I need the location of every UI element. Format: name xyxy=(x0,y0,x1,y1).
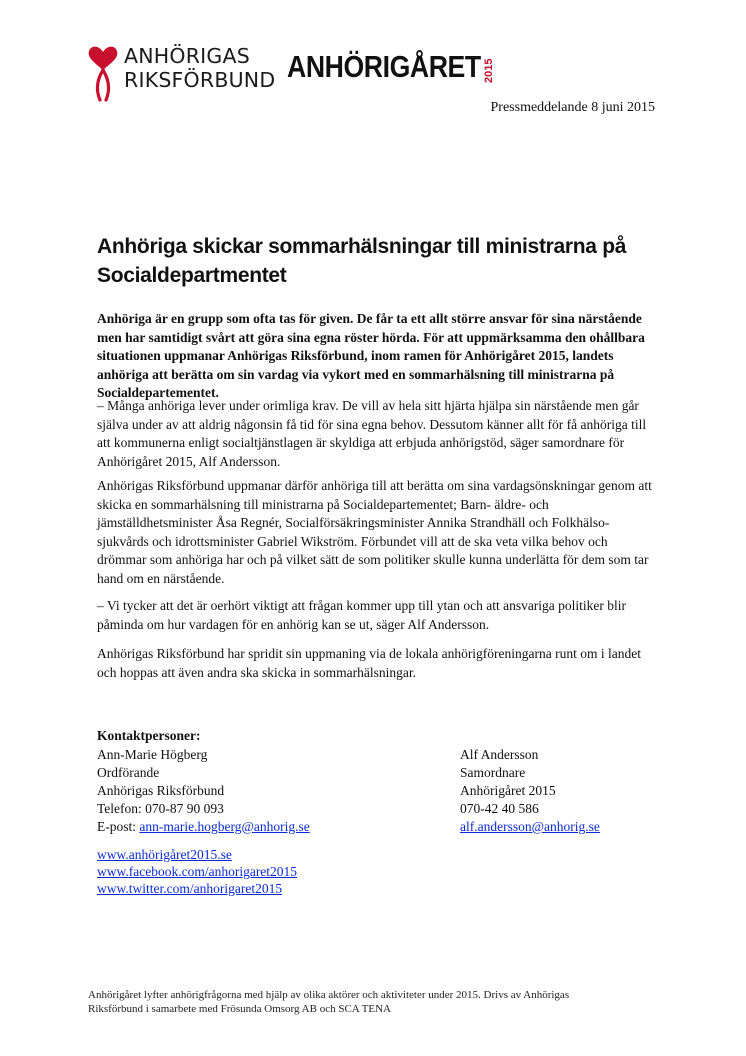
campaign-name: ANHÖRIGÅRET xyxy=(287,49,481,84)
body-paragraph: – Många anhöriga lever under orimliga krav. De vill av hela sitt hjärta hjälpa sin närstående men går själva under av att aldrig någonsin få tid för sina egna behov. Dessutom känner allt för få anhöriga till att kommunerna enligt socialtjänstlagen är skyldiga att erbjuda anhörigstöd, säger samordnare för Anhörigåret 2015, Alf Andersson. xyxy=(97,398,647,469)
body-paragraph: – Vi tycker att det är oerhört viktigt att frågan kommer upp till ytan och att ansvariga politiker blir påminda om hur vardagen för en anhörig kan se ut, säger Alf Andersson. xyxy=(97,598,627,632)
twitter-link[interactable]: www.twitter.com/anhorigaret2015 xyxy=(97,881,283,896)
org-name-line1: ANHÖRIGAS xyxy=(124,44,250,68)
org-logo xyxy=(86,40,286,102)
contact-org: Anhörigas Riksförbund xyxy=(97,783,225,798)
contact-email-row xyxy=(460,818,600,836)
contact-email-link[interactable]: alf.andersson@anhorig.se xyxy=(460,819,600,834)
contact-role: Ordförande xyxy=(97,765,160,780)
contact-phone: 070-42 40 586 xyxy=(460,801,539,816)
contact-org: Anhörigåret 2015 xyxy=(460,783,556,798)
campaign-logo xyxy=(287,47,512,97)
contacts-title: Kontaktpersoner: xyxy=(97,728,201,743)
lead-paragraph: Anhöriga är en grupp som ofta tas för given. De får ta ett allt större ansvar för sina närstående men har samtidigt svårt att göra sina egna röster hörda. För att uppmärksamma den ohållbara situationen uppmanar Anhörigas Riksförbund, inom ramen för Anhörigåret 2015, landets anhöriga att berätta om sin vardag via vykort med en sommarhälsning till ministrarna på Socialdepartementet. xyxy=(97,311,645,400)
contact-person xyxy=(460,746,600,836)
contact-name: Alf Andersson xyxy=(460,747,539,762)
org-name-line2: RIKSFÖRBUND xyxy=(124,68,276,92)
headline: Anhöriga skickar sommarhälsningar till ministrarna på Socialdepartmentet xyxy=(97,235,627,287)
footer-note: Anhörigåret lyfter anhörigfrågorna med hjälp av olika aktörer och aktiviteter under 2015. Drivs av Anhörigas Riksförbund i samarbete med Frösunda Omsorg AB och SCA TENA xyxy=(88,989,570,1015)
contact-phone: Telefon: 070-87 90 093 xyxy=(97,801,224,816)
body-paragraph: Anhörigas Riksförbund uppmanar därför anhöriga till att berätta om sina vardagsönskningar genom att skicka en sommarhälsning till ministrarna på Socialdepartementet; Barn- äldre- och jämställdhetsminister Åsa Regnér, Socialförsäkringsminister Annika Strandhäll och Folkhälso-sjukvårds och idrottsminister Gabriel Wikström. Förbundet vill att de ska veta vilka behov och drömmar som anhöriga har och på vilket sätt de som politiker skulle kunna underlätta för dem som tar hand om en närstående. xyxy=(97,478,652,586)
body-paragraph: Anhörigas Riksförbund har spridit sin uppmaning via de lokala anhörigföreningarna runt om i landet och hoppas att även andra ska skicka in sommarhälsningar. xyxy=(97,646,642,680)
web-links xyxy=(97,846,297,897)
contact-role: Samordnare xyxy=(460,765,526,780)
press-release-date: Pressmeddelande 8 juni 2015 xyxy=(490,100,655,115)
contact-name: Ann-Marie Högberg xyxy=(97,747,208,762)
campaign-year: 2015 xyxy=(483,58,495,84)
website-link[interactable]: www.anhörigåret2015.se xyxy=(97,847,232,862)
contact-email-link[interactable]: ann-marie.hogberg@anhorig.se xyxy=(139,819,310,834)
facebook-link[interactable]: www.facebook.com/anhorigaret2015 xyxy=(97,864,298,879)
contact-email-row xyxy=(97,818,310,836)
contact-person xyxy=(97,746,310,836)
contact-email-label: E-post: xyxy=(97,819,140,834)
heart-figure-icon xyxy=(86,44,120,102)
